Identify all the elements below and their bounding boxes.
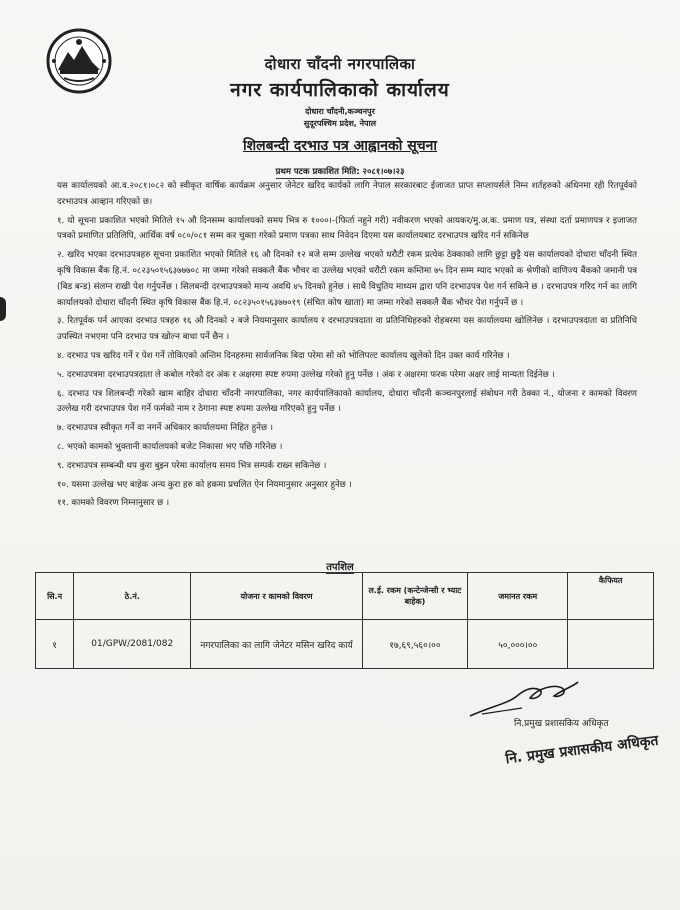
cell-description: नगरपालिका का लागि जेनेटर मसिन खरिद कार्य <box>191 620 362 669</box>
col-header-description: योजना र कामको विवरण <box>191 573 362 620</box>
officer-stamp: नि. प्रमुख प्रशासकीय अधिकृत <box>504 732 660 768</box>
condition-item: १. यो सूचना प्रकाशित भएको मितिले १५ औ दिनसम्म कार्यालयको समय भित्र रु १०००।-(फिर्ता नहुने गरी) नवीकरण भएको आयकर/मु.अ.क. प्रमाण पत्र, संस्था दर्ता प्रमाणपत्र र इजाजत पत्रको प्रमाणित प्रतिलिपि, आर्थिक वर्ष ०८०/०८१ सम्म कर चुक्ता गरेको प्रमाण पत्रका साथ निवेदन दिएमा यस कार्यालयबाट दरभाउपत्र खरिद गर्न सकिनेछ <box>57 215 637 242</box>
notice-title: शिलबन्दी दरभाउ पत्र आह्वानको सूचना <box>242 138 438 154</box>
col-header-estimate: ल.ई. रकम (कन्टेन्जेन्सी र भ्याट बाहेक) <box>362 573 468 620</box>
office-address: दोधारा चाँदनी,कञ्चनपुर <box>305 107 375 116</box>
signature <box>462 676 582 721</box>
office-province: सुदूरपश्चिम प्रदेश, नेपाल <box>303 119 377 128</box>
condition-item: ४. दरभाउ पत्र खरिद गर्ने र पेश गर्ने तोकिएको अन्तिम दिनहरुमा सार्वजनिक बिदा परेमा सो को भोलिपल्ट कार्यालय खुलेको दिन उक्त कार्य गरिनेछ । <box>57 350 510 361</box>
cell-remarks <box>568 620 654 669</box>
punch-hole-mark <box>0 297 6 321</box>
cell-sn: १ <box>36 620 74 669</box>
notice-body <box>57 179 637 515</box>
cell-estimate: १७,६९,५६०।०० <box>362 620 468 669</box>
col-header-remarks: कैफियत <box>568 573 654 620</box>
municipality-name: दोधारा चाँदनी नगरपालिका <box>264 55 416 73</box>
condition-item: ८. भएको कामको भुक्तानी कार्यालयको बजेट निकासा भए पछि गरिनेछ । <box>57 441 283 452</box>
condition-item: ९. दरभाउपत्र सम्बन्धी थप कुरा बुझ्न परेमा कार्यालय समय भित्र सम्पर्क राख्न सकिनेछ । <box>57 460 327 471</box>
condition-item: २. खरिद भएका दरभाउपत्रहरु सूचना प्रकाशित भएको मितिले १६ औ दिनको १२ बजे सम्म उल्लेख भएको धरौटी रकम प्रत्येक ठेक्काको लागि छुट्टा छुट्टै यस कार्यालयको दोधारा चाँदनी स्थित कृषि विकास बैंक हि.नं. ०८२३५०१५६३७७७०८ मा जम्मा गरेको सक्कलै बैंक भौचर वा उल्लेख भएको धरौटी रकम कम्तिमा ७५ दिन सम्म म्याद भएको क श्रेणीको वाणिज्य बैंकको जमानी पत्र (बिड बन्ड) संलग्न राखी पेश गर्नुपर्नेछ । सिलबन्दी दरभाउपत्रको मान्य अवधि ४५ दिनको हुनेछ । साथै विधुतिय माध्यम द्वारा पनि दरभाउपत्र पेश गर्न सकिने छ । दरभाउपत्र गरिद गर्न का लागि कार्यालयको दोधारा चाँदनी स्थित कृषि विकास बैंक हि.नं. ०८२३५०१५६३७७०१९ (संचित कोष खाता) मा जम्मा गरेको सक्कलै बैंक भौचर पेश गर्नुपर्ने छ । <box>57 250 637 308</box>
condition-item: ३. रितपूर्वक पर्न आएका दरभाउ पत्रहरु १६ औ दिनको २ बजे नियमानुसार कार्यालय र दरभाउपत्रदाता वा प्रतिनिधिहरुको रोहबरमा यस कार्यालयमा खोलिनेछ । दरभाउपत्रदाता वा प्रतिनिधि उपस्थित नभएमा पनि दरभाउ पत्र खोल्न बाधा पर्ने छैन । <box>57 316 637 343</box>
work-details-table <box>35 572 654 669</box>
col-header-sn: सि.न <box>36 573 74 620</box>
col-header-contract-no: ठे.नं. <box>74 573 191 620</box>
cell-contract-no: 01/GPW/2081/082 <box>74 620 191 669</box>
condition-item: ७. दरभाउपत्र स्वीकृत गर्ने वा नगर्ने अधिकार कार्यालयमा निहित हुनेछ । <box>57 423 273 434</box>
table-row <box>36 620 654 669</box>
cell-security: ५०,०००।०० <box>468 620 568 669</box>
table-caption: तपशिल <box>326 562 354 573</box>
condition-item: ११. कामको विवरण निम्नानुसार छ । <box>57 498 170 509</box>
condition-item: ६. दरभाउ पत्र शिलबन्दी गरेको खाम बाहिर दोधारा चाँदनी नगरपालिका, नगर कार्यपालिकाको कार्यालय, दोधारा चाँदनी कञ्चनपुरलाई संबोधन गरी ठेक्का नं., योजना र कामको विवरण उल्लेख गरी दरभाउपत्र पेश गर्ने फर्मको नाम र ठेगाना स्पष्ट रुपमा उल्लेख गरिएको हुनु पर्नेछ । <box>57 388 637 415</box>
office-name: नगर कार्यपालिकाको कार्यालय <box>230 79 450 101</box>
col-header-security: जमानत रकम <box>468 573 568 620</box>
signatory-title: नि.प्रमुख प्रशासकिय अधिकृत <box>514 719 609 729</box>
condition-item: ५. दरभाउपत्रमा दरभाउपत्रदाता ले कबोल गरेको दर अंक र अक्षरमा स्पष्ट रुपमा उल्लेख गरेको हुनु पर्नेछ । अंक र अक्षरमा फरक परेमा अक्षर लाई मान्यता दिईनेछ । <box>57 369 555 380</box>
table-header-row <box>36 573 654 620</box>
intro-paragraph: यस कार्यालयको आ.व.२०८१।०८२ को स्वीकृत वार्षिक कार्यक्रम अनुसार जेनेटर खरिद कार्यको लागि नेपाल सरकारबाट ईजाजत प्राप्त सप्लायर्सले निम्न शर्तहरुको अधिनमा रही रितपूर्वको दरभाउपत्र आव्हान गरिएको छ। <box>57 181 637 207</box>
first-published-date: प्रथम पटक प्रकाशित मिति: २०८१।०७।२३ <box>275 167 405 177</box>
condition-item: १०. यसमा उल्लेख भए बाहेक अन्य कुरा हरु को हकमा प्रचलित ऐन नियमानुसार अनुसार हुनेछ । <box>57 479 352 490</box>
